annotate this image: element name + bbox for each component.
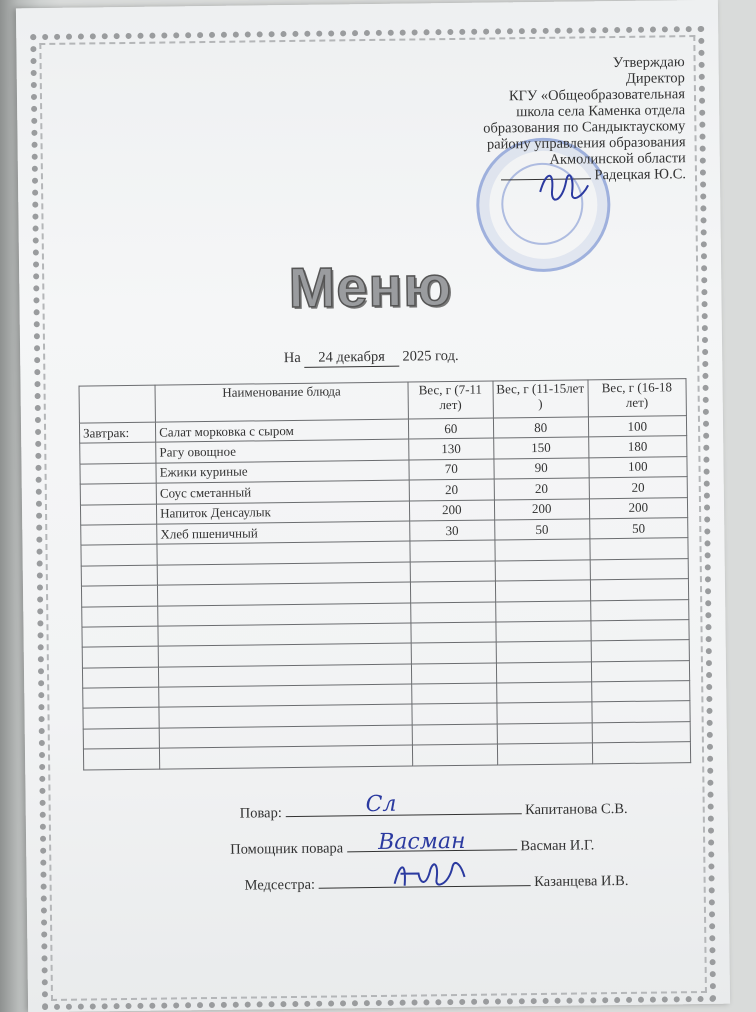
empty-cell: [590, 620, 689, 642]
empty-cell: [411, 642, 496, 663]
column-header-weight-11-15: Вес, г (11-15лет ): [493, 380, 588, 418]
empty-cell: [412, 724, 497, 745]
empty-cell: [83, 728, 159, 749]
empty-cell: [411, 683, 496, 704]
column-header-weight-7-11: Вес, г (7-11 лет): [408, 381, 493, 419]
page-title: Меню: [288, 254, 453, 320]
dish-cell: Соус сметанный: [156, 480, 409, 503]
weight-cell: 100: [588, 456, 687, 478]
empty-cell: [589, 538, 688, 560]
empty-rows: [81, 538, 691, 770]
weight-cell: 70: [409, 459, 494, 480]
dish-cell: Хлеб пшеничный: [157, 521, 410, 544]
empty-cell: [496, 662, 591, 684]
empty-cell: [591, 681, 690, 703]
dish-cell: Ежики куриные: [156, 460, 409, 483]
dish-cell: Рагу овощное: [156, 439, 409, 462]
empty-cell: [410, 581, 495, 602]
weight-cell: 20: [494, 478, 589, 500]
approval-line: КГУ «Общеобразовательная: [508, 86, 686, 105]
approval-line: школа села Каменка отдела: [516, 102, 686, 121]
menu-table: [79, 378, 692, 770]
empty-cell: [82, 626, 158, 647]
weight-cell: 130: [409, 438, 494, 459]
empty-cell: [412, 744, 497, 765]
empty-cell: [497, 702, 592, 724]
weight-cell: 60: [408, 418, 493, 439]
approval-line: району управления образования: [486, 134, 686, 153]
staff-name: Капитанова С.В.: [524, 800, 628, 819]
empty-cell: [495, 600, 590, 622]
weight-cell: 200: [409, 500, 494, 521]
empty-cell: [81, 565, 157, 586]
empty-cell: [410, 540, 495, 561]
empty-cell: [497, 723, 592, 745]
empty-cell: [83, 708, 159, 729]
empty-cell: [410, 602, 495, 623]
weight-cell: 200: [494, 498, 589, 520]
empty-cell: [82, 667, 158, 688]
empty-cell: [590, 579, 689, 601]
empty-cell: [411, 622, 496, 643]
weight-cell: 90: [494, 458, 589, 480]
director-name: Радецкая Ю.С.: [594, 166, 687, 184]
approval-line: Акмолинской области: [549, 150, 686, 168]
date-prefix: На: [283, 349, 301, 367]
dish-cell: Напиток Денсаулык: [157, 501, 410, 524]
empty-cell: [410, 561, 495, 582]
weight-cell: 20: [409, 479, 494, 500]
weight-cell: 50: [494, 519, 589, 541]
column-header-weight-16-18: Вес, г (16-18 лет): [588, 379, 687, 417]
approval-line: Директор: [625, 70, 685, 87]
empty-cell: [81, 585, 157, 606]
empty-cell: [496, 682, 591, 704]
weight-cell: 80: [493, 417, 588, 439]
empty-cell: [160, 745, 413, 768]
staff-role: Повар:: [239, 805, 282, 822]
empty-cell: [495, 580, 590, 602]
empty-cell: [590, 558, 689, 580]
empty-cell: [411, 663, 496, 684]
weight-cell: 100: [588, 416, 687, 438]
column-header-meal: [79, 385, 156, 423]
cook-handwritten-signature: Сл: [365, 791, 397, 818]
date-day: 24 декабря: [304, 349, 399, 368]
meal-cell: [80, 443, 156, 464]
staff-name: Казанцева И.В.: [534, 872, 629, 891]
dish-cell: Салат морковка с сыром: [156, 419, 409, 442]
empty-cell: [82, 646, 158, 667]
empty-cell: [590, 599, 689, 621]
empty-cell: [496, 621, 591, 643]
empty-cell: [592, 722, 691, 744]
empty-cell: [495, 539, 590, 561]
meal-cell: [80, 483, 156, 504]
weight-cell: 180: [588, 436, 687, 458]
director-signature: [532, 161, 593, 212]
empty-cell: [591, 660, 690, 682]
staff-role: Помощник повара: [230, 840, 344, 858]
empty-cell: [82, 606, 158, 627]
staff-role: Медсестра:: [244, 876, 316, 894]
meal-cell: Завтрак:: [79, 422, 155, 443]
signature-line: [286, 813, 522, 817]
approval-line: образования по Сандыктаускому: [483, 118, 686, 137]
meal-cell: [80, 463, 156, 484]
empty-cell: [81, 544, 157, 565]
column-header-dish: Наименование блюда: [155, 382, 408, 422]
weight-cell: 20: [589, 477, 688, 499]
staff-name: Васман И.Г.: [520, 837, 595, 855]
nurse-handwritten-signature: [390, 855, 470, 896]
empty-cell: [495, 560, 590, 582]
empty-cell: [83, 748, 159, 769]
empty-cell: [412, 703, 497, 724]
weight-cell: 50: [589, 518, 688, 540]
weight-cell: 150: [493, 437, 588, 459]
meal-cell: [81, 524, 157, 545]
empty-cell: [591, 640, 690, 662]
date-suffix: 2025 год.: [402, 347, 459, 365]
empty-cell: [592, 742, 691, 764]
assistant-handwritten-signature: Васман: [377, 828, 466, 855]
empty-cell: [591, 701, 690, 723]
menu-sheet: [16, 0, 730, 1012]
empty-cell: [496, 641, 591, 663]
weight-cell: 30: [409, 520, 494, 541]
meal-cell: [80, 504, 156, 525]
weight-cell: 200: [589, 497, 688, 519]
empty-cell: [83, 687, 159, 708]
approval-line: Утверждаю: [612, 54, 685, 72]
empty-cell: [497, 743, 592, 765]
